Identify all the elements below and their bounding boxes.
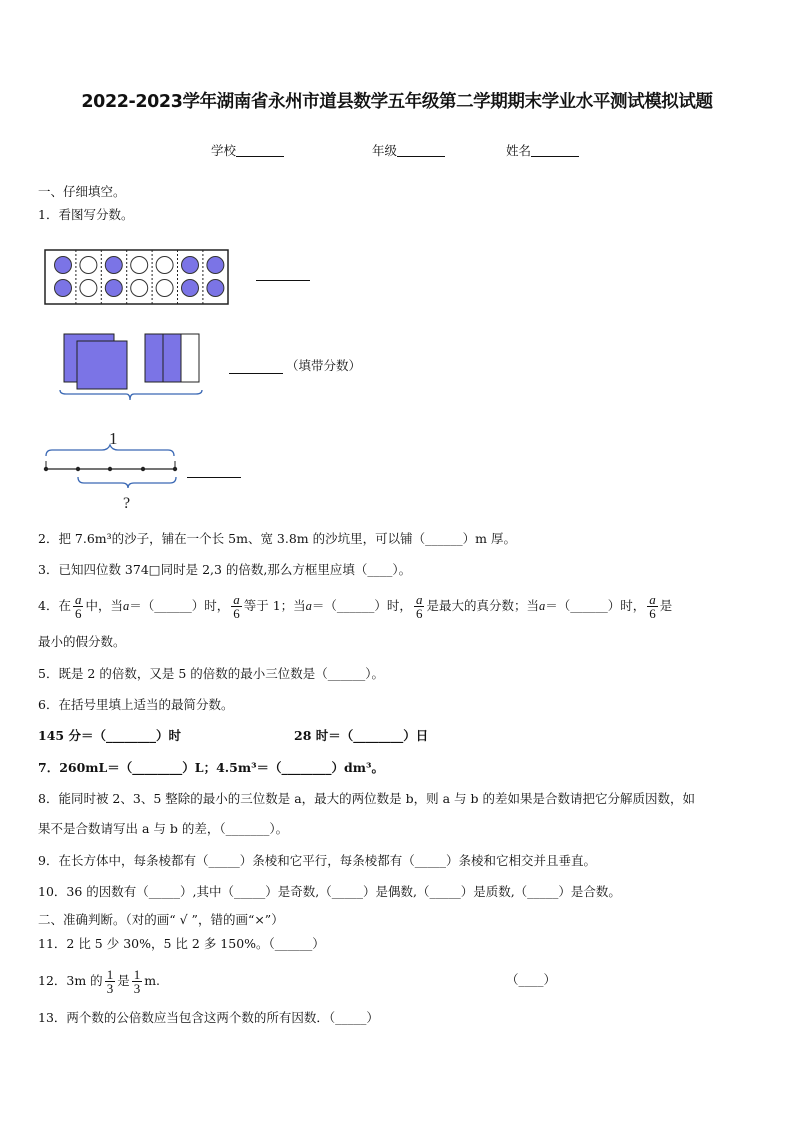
fraction-a-over-6: $\frac{a}{6}$ [415,592,423,621]
q1-answer-line-2[interactable] [229,373,283,374]
fraction-one-third: $\frac{1}{3}$ [133,967,141,996]
empty-dot [156,257,173,274]
question-12-answer[interactable]: （____） [506,972,557,987]
q1-answer-line-1[interactable] [256,280,310,281]
filled-dot [182,257,199,274]
name-label: 姓名 [506,143,532,158]
section-2-heading: 二、准确判断。（对的画“ √ ”，错的画“×”） [38,912,284,927]
number-line-bottom-brace [78,477,176,488]
question-10: 10．36 的因数有（_____）,其中（_____）是奇数,（_____）是偶数,（_____）是质数,（_____）是合数。 [38,884,621,899]
question-6: 6．在括号里填上适当的最简分数。 [38,697,234,712]
question-9: 9．在长方体中，每条棱都有（_____）条棱和它平行，每条棱都有（_____）条棱和它相交并且垂直。 [38,853,596,868]
number-line-figure [38,426,188,514]
dot-grid-circles [55,250,224,304]
dot-grid-figure [44,249,234,307]
filled-dot [55,257,72,274]
question-13: 13．两个数的公倍数应当包含这两个数的所有因数．（_____） [38,1010,379,1025]
section-1-heading: 一、仔细填空。 [38,184,126,199]
question-4-line-2: 最小的假分数。 [38,634,126,649]
school-blank[interactable] [236,144,284,157]
school-field[interactable] [211,141,284,159]
question-5: 5．既是 2 的倍数，又是 5 的倍数的最小三位数是（______）。 [38,666,385,681]
fraction-a-over-6: $\frac{a}{6}$ [233,592,240,621]
filled-dot [182,280,199,297]
grade-field[interactable] [372,141,445,159]
empty-dot [156,280,173,297]
full-square-front [77,341,127,389]
fraction-a-over-6: $\frac{a}{6}$ [649,592,656,621]
grade-blank[interactable] [397,144,445,157]
question-1: 1．看图写分数。 [38,207,134,222]
question-8-line-2: 果不是合数请写出 a 与 b 的差，（_______）。 [38,821,289,836]
filled-dot [207,257,224,274]
page-title: 2022-2023学年湖南省永州市道县数学五年级第二学期期末学业水平测试模拟试题 [81,92,713,112]
question-11: 11．2 比 5 少 30%，5 比 2 多 150%。（______） [38,936,325,951]
fraction-one-third: $\frac{1}{3}$ [106,967,114,996]
school-label: 学校 [211,143,237,158]
mixed-number-hint: （填带分数） [286,358,362,373]
filled-dot [55,280,72,297]
q1-answer-line-3[interactable] [187,477,241,478]
empty-dot [80,280,97,297]
question-6a: 145 分＝（________）时 [38,728,181,743]
empty-dot [131,257,148,274]
question-3: 3．已知四位数 374□同时是 2,3 的倍数,那么方框里应填（____）。 [38,562,412,577]
question-8: 8．能同时被 2、3、5 整除的最小的三位数是 a，最大的两位数是 b，则 a 与 b 的差如果是合数请把它分解质因数，如 [38,791,696,806]
question-12: 12．3m 的 $\frac{1}{3}$ 是 $\frac{1}{3}$ m. [38,967,161,996]
name-field[interactable] [506,141,579,159]
question-2: 2．把 7.6m³的沙子，铺在一个长 5m、宽 3.8m 的沙坑里，可以铺（______）m 厚。 [38,531,516,546]
question-6b: 28 时＝（________）日 [294,728,429,743]
squares-figure [56,330,206,408]
filled-dot [207,280,224,297]
fraction-a-over-6: $\frac{a}{6}$ [74,592,82,621]
grade-label: 年级 [372,143,398,158]
number-line-top-label: 1 [109,429,118,448]
name-blank[interactable] [531,144,579,157]
question-7: 7．260mL＝（________）L；4.5m³＝（________）dm³。 [38,760,384,775]
question-4: 4．在 $\frac{a}{6}$ 中，当a＝（______）时， $\frac{a}{6}$ 等于 1；当a＝（______）时， $\frac{a}{6}$ 是最大的真分数；当a＝（______）时， $\frac{a}{6}$ 是 [38,592,673,621]
filled-dot [105,280,122,297]
brace-under-squares [60,390,202,400]
filled-dot [105,257,122,274]
number-line-bottom-label: ? [123,495,131,512]
empty-dot [80,257,97,274]
empty-dot [131,280,148,297]
